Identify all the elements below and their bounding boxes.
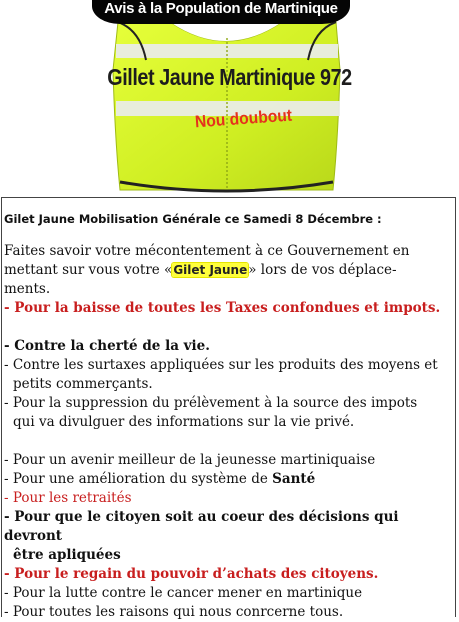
- item-surtaxes-line-1: - Contre les surtaxes appliquées sur les produits des moyens et: [4, 357, 438, 373]
- item-prelevement-line-1: - Pour la suppression du prélèvement à la source des impots: [4, 395, 418, 411]
- item-cancer: - Pour la lutte contre le cancer mener en martinique: [4, 585, 363, 601]
- header-banner: Avis à la Population de Martinique: [92, 0, 350, 24]
- document-title: Gilet Jaune Mobilisation Générale ce Samedi 8 Décembre :: [4, 212, 382, 226]
- item-sante-text: - Pour une amélioration du système de: [4, 471, 273, 487]
- item-cherte: - Contre la cherté de la vie.: [4, 338, 210, 354]
- item-surtaxes-line-2: petits commerçants.: [13, 376, 153, 392]
- vest-slogan: Nou doubout: [194, 105, 293, 132]
- item-achat: - Pour le regain du pouvoir d’achats des citoyens.: [4, 566, 379, 582]
- item-citoyen-line-2: être apliquées: [13, 547, 121, 563]
- intro-line-2: [4, 261, 455, 280]
- gilet-jaune-highlight: Gilet Jaune: [173, 263, 248, 277]
- item-sante: [4, 470, 455, 489]
- spacer: [4, 432, 455, 451]
- intro-text-a: mettant sur vous votre «: [4, 262, 173, 278]
- spacer: [4, 227, 455, 242]
- spacer: [4, 318, 455, 337]
- item-retraites: - Pour les retraités: [4, 490, 132, 506]
- item-jeunesse: - Pour un avenir meilleur de la jeunesse martiniquaise: [4, 452, 376, 468]
- announcement-document: [1, 197, 456, 620]
- intro-line-1: Faites savoir votre mécontentement à ce Gouvernement en: [4, 243, 410, 259]
- intro-text-b: » lors de vos déplace-: [248, 262, 397, 278]
- item-taxes: - Pour la baisse de toutes les Taxes confondues et impots.: [4, 300, 441, 316]
- item-raisons: - Pour toutes les raisons qui nous conrcerne tous.: [4, 604, 344, 620]
- vest-illustration: [0, 0, 459, 197]
- item-prelevement-line-2: qui va divulguer des informations sur la vie privé.: [13, 414, 355, 430]
- item-sante-bold: Santé: [272, 471, 316, 487]
- item-citoyen-line-1: - Pour que le citoyen soit au coeur des décisions qui devront: [4, 509, 399, 544]
- intro-line-3: ments.: [4, 281, 51, 297]
- vest-title: Gillet Jaune Martinique 972: [107, 64, 352, 90]
